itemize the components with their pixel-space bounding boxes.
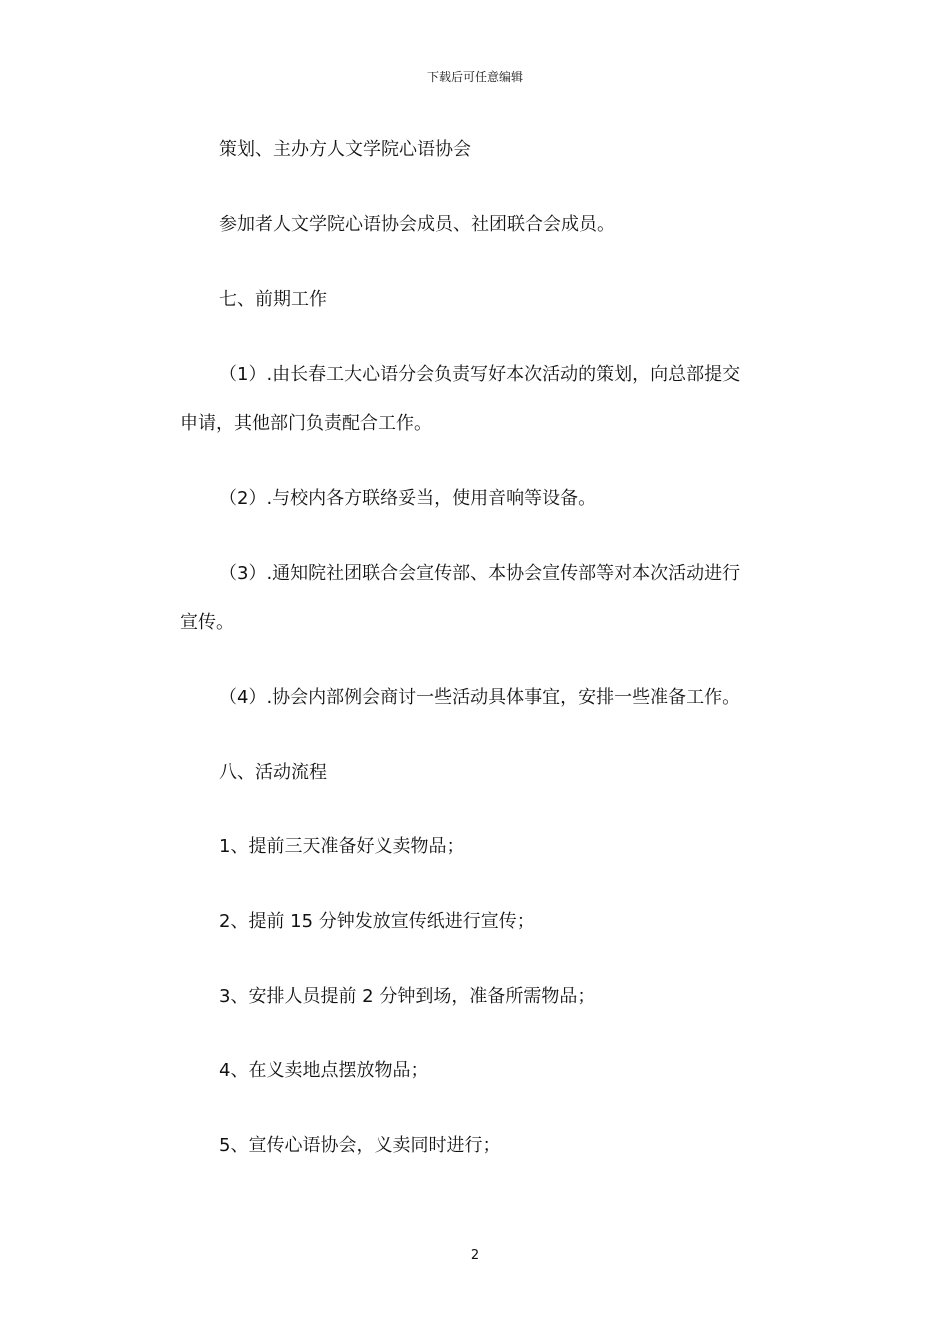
page-header: 下载后可任意编辑 (426, 70, 523, 84)
organizer-paragraph: 策划、主办方人文学院心语协会 (219, 139, 471, 160)
prep-item-4: （4）.协会内部例会商讨一些活动具体事宜，安排一些准备工作。 (219, 687, 741, 708)
process-step-3: 3、安排人员提前 2 分钟到场，准备所需物品； (219, 986, 596, 1007)
prep-item-2: （2）.与校内各方联络妥当，使用音响等设备。 (219, 488, 597, 509)
page-number: 2 (470, 1248, 480, 1263)
process-step-2: 2、提前 15 分钟发放宣传纸进行宣传； (219, 911, 535, 932)
prep-item-3-line-1: （3）.通知院社团联合会宣传部、本协会宣传部等对本次活动进行 (219, 563, 741, 584)
section-heading-preparation: 七、前期工作 (219, 289, 327, 310)
participants-paragraph: 参加者人文学院心语协会成员、社团联合会成员。 (219, 214, 615, 235)
prep-item-3-line-2: 宣传。 (180, 612, 234, 633)
process-step-5: 5、宣传心语协会，义卖同时进行； (219, 1135, 501, 1156)
section-heading-process: 八、活动流程 (219, 762, 327, 783)
prep-item-1-line-2: 申请，其他部门负责配合工作。 (180, 413, 432, 434)
prep-item-1-line-1: （1）.由长春工大心语分会负责写好本次活动的策划，向总部提交 (219, 364, 741, 385)
process-step-1: 1、提前三天准备好义卖物品； (219, 836, 465, 857)
process-step-4: 4、在义卖地点摆放物品； (219, 1060, 429, 1081)
